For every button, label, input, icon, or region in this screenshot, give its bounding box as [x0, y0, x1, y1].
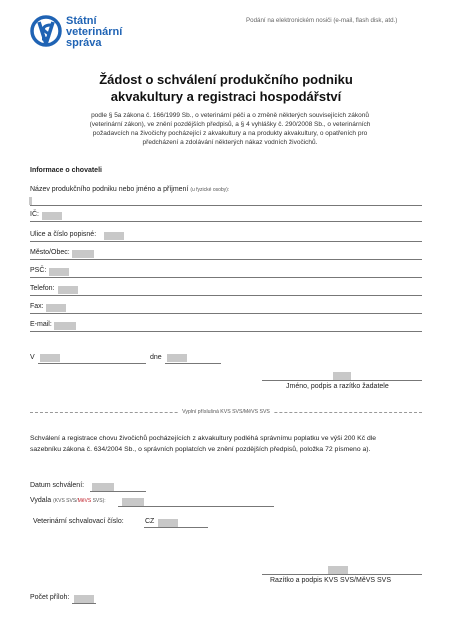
- legal-intro-line-4: předcházení a zdolávání některých nákaz vodních živočichů.: [142, 139, 318, 146]
- fee-paragraph-line-1: Schválení a registrace chovu živočichů pocházejících z akvakultury podléhá správnímu poplatku ve výši 200 Kč dle: [30, 435, 377, 442]
- place-field[interactable]: [38, 363, 146, 364]
- date-field[interactable]: [165, 363, 221, 364]
- place-prefix: V: [30, 354, 35, 361]
- name-label-text: Název produkčního podniku nebo jméno a příjmení: [30, 186, 189, 193]
- legal-intro-line-2: (veterinární zákon), ve znění pozdějších předpisů, a § 4 vyhlášky č. 290/2008 Sb., o veterinárních: [89, 121, 371, 128]
- zip-label: PSČ:: [30, 267, 47, 274]
- vet-number-prefix: CZ: [145, 518, 155, 525]
- fax-value: [46, 304, 66, 312]
- ico-label: IČ:: [30, 211, 39, 218]
- authority-signature-value: [328, 566, 348, 574]
- email-label: E-mail:: [30, 321, 52, 328]
- fee-paragraph: [30, 433, 425, 455]
- approval-date-label: Datum schválení:: [30, 482, 85, 489]
- street-label: Ulice a číslo popisné:: [30, 231, 97, 238]
- phone-label: Telefon:: [30, 285, 55, 292]
- fax-label: Fax:: [30, 303, 44, 310]
- attachments-field[interactable]: [72, 603, 96, 604]
- legal-intro-line-3: požadavcích na živočichy pocházející z akvakultury a na produkty akvakultury, o opatřeních pro: [92, 130, 368, 137]
- issued-hint: [53, 498, 106, 504]
- logo-wordmark: [66, 16, 122, 49]
- street-value: [104, 232, 124, 240]
- approval-date-value: [92, 483, 114, 491]
- date-value: [167, 354, 187, 362]
- applicant-signature-label: Jméno, podpis a razítko žadatele: [286, 383, 389, 390]
- email-field[interactable]: [30, 331, 422, 332]
- issued-hint-suffix: SVS):: [91, 498, 106, 504]
- phone-value: [58, 286, 78, 294]
- city-field[interactable]: [30, 259, 422, 260]
- svs-logo-icon: [30, 14, 62, 50]
- vet-number-value: [158, 519, 178, 527]
- submission-note: Podání na elektronickém nosiči (e-mail, flash disk, atd.): [246, 17, 398, 24]
- city-value: [72, 250, 94, 258]
- logo-line-2: veterinární: [66, 26, 123, 38]
- vet-number-label: Veterinární schvalovací číslo:: [33, 518, 124, 525]
- issued-label-text: Vydala: [30, 497, 52, 504]
- approval-date-field[interactable]: [90, 491, 146, 492]
- vet-number-field[interactable]: [144, 527, 208, 528]
- zip-field[interactable]: [30, 277, 422, 278]
- attachments-value: [74, 595, 94, 603]
- date-prefix: dne: [150, 354, 162, 361]
- authority-signature-label: Razítko a podpis KVS SVS/MěVS SVS: [270, 577, 392, 584]
- authority-signature-field[interactable]: [262, 574, 422, 575]
- logo-line-1: Státní: [66, 15, 97, 27]
- applicant-signature-field[interactable]: [262, 380, 422, 381]
- form-title-line-1: Žádost o schválení produkčního podniku: [99, 72, 353, 87]
- logo-line-3: správa: [66, 37, 102, 49]
- form-title-line-2: akvakultury a registraci hospodářství: [110, 89, 342, 104]
- issued-hint-red: MěVS: [77, 498, 92, 504]
- name-label-hint: (u fyzické osoby):: [190, 187, 230, 193]
- fax-field[interactable]: [30, 313, 422, 314]
- cut-note: [0, 409, 452, 415]
- phone-field[interactable]: [30, 295, 422, 296]
- issued-hint-prefix: (KVS SVS/: [53, 498, 78, 504]
- cut-note-text: Vyplní příslušná KVS SVS/MěVS SVS: [179, 409, 273, 415]
- fee-paragraph-line-2: sazebníku zákona č. 634/2004 Sb., o správních poplatcích ve znění pozdějších předpisů, položka 72 písmeno a).: [30, 446, 371, 453]
- ico-value: [42, 212, 62, 220]
- email-value: [54, 322, 76, 330]
- legal-intro: [40, 111, 420, 147]
- ico-field[interactable]: [30, 221, 422, 222]
- street-field[interactable]: [30, 241, 422, 242]
- place-value: [40, 354, 60, 362]
- legal-intro-line-1: podle § 5a zákona č. 166/1999 Sb., o veterinární péči a o změně některých souvisejících zákonů: [91, 112, 369, 119]
- issued-field[interactable]: [118, 506, 274, 507]
- attachments-label: Počet příloh:: [30, 594, 70, 601]
- applicant-signature-value: [333, 372, 351, 380]
- name-field[interactable]: [30, 205, 422, 206]
- issued-label: [30, 497, 106, 504]
- zip-value: [49, 268, 69, 276]
- breeder-section-title: Informace o chovateli: [30, 167, 102, 174]
- name-label: [30, 186, 229, 193]
- city-label: Město/Obec:: [30, 249, 70, 256]
- name-field-marker: [29, 197, 32, 205]
- issued-value: [122, 498, 144, 506]
